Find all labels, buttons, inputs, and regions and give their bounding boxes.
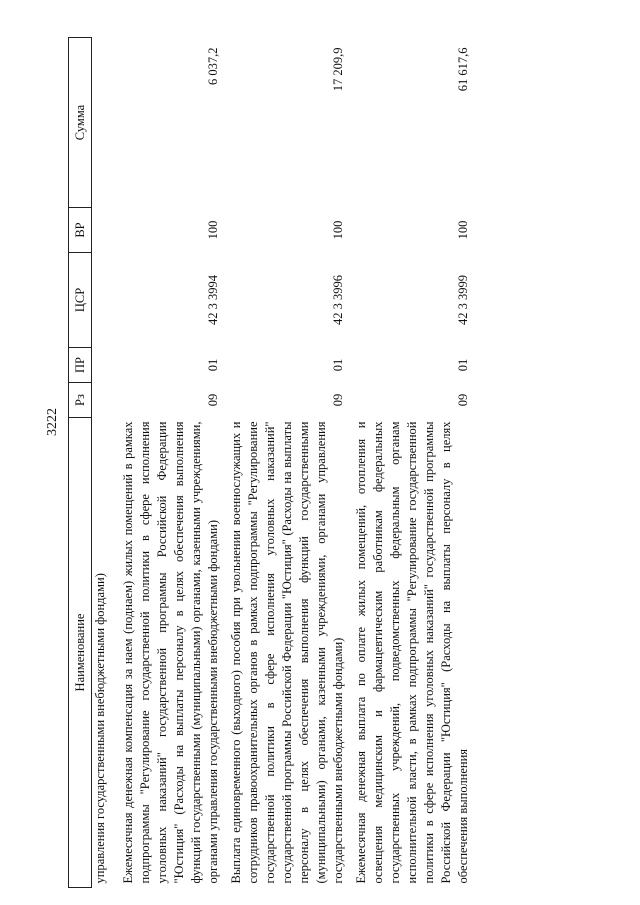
- page-number: 3222: [45, 408, 60, 436]
- row-pr: 01: [456, 358, 470, 372]
- header-pr: ПР: [69, 348, 92, 383]
- row-csr: 42 3 3996: [331, 275, 345, 325]
- table-row: [225, 38, 350, 888]
- table-row: [350, 38, 475, 888]
- header-vr: ВР: [69, 208, 92, 253]
- row-sum: 61 617,6: [456, 47, 470, 92]
- budget-table: [68, 37, 475, 888]
- row-sum: 17 209,9: [331, 47, 345, 92]
- header-name: Наименование: [69, 418, 92, 888]
- header-sum: Сумма: [69, 38, 92, 208]
- table-row-continuation: [92, 38, 118, 888]
- table-header: [69, 38, 92, 888]
- row-csr: 42 3 3994: [206, 275, 220, 325]
- row-rz: 09: [206, 393, 220, 407]
- row-csr: 42 3 3999: [456, 275, 470, 325]
- row-vr: 100: [206, 220, 220, 240]
- row-name: Ежемесячная денежная выплата по оплате жилых помещений, отопления и освещения медицинским и фармацевтическим работникам федеральных государственных учреждений, подведомственных федеральным органам исполнительной власти, в рамках подпрограммы "Регулирование государственной политики в сфере исполнения уголовных наказаний" государственной программы Российской Федерации "Юстиция" (Расходы на выплаты персоналу в целях обеспечения выполнения: [354, 421, 470, 884]
- header-rz: Рз: [69, 383, 92, 418]
- budget-table-sheet: [68, 38, 588, 888]
- row-rz: 09: [456, 393, 470, 407]
- row-name: Выплата единовременного (выходного) пособия при увольнении военнослужащих и сотрудников правоохранительных органов в рамках подпрограммы "Регулирование государственной политики в сфере исполнения уголовных наказаний" государственной программы Российской Федерации "Юстиция" (Расходы на выплаты персоналу в целях обеспечения выполнения функций государственными (муниципальными) органами, казенными учреждениями, органами управления государственными внебюджетными фондами): [229, 421, 345, 884]
- row-vr: 100: [331, 220, 345, 240]
- row-pr: 01: [331, 358, 345, 372]
- header-csr: ЦСР: [69, 253, 92, 348]
- continuation-text: управления государственными внебюджетными фондами): [93, 573, 107, 884]
- row-vr: 100: [456, 220, 470, 240]
- table-row: [117, 38, 225, 888]
- row-pr: 01: [206, 358, 220, 372]
- row-sum: 6 037,2: [206, 47, 220, 85]
- row-rz: 09: [331, 393, 345, 407]
- row-name: Ежемесячная денежная компенсация за наем (поднаем) жилых помещений в рамках подпрограммы "Регулирование государственной политики в сфере исполнения уголовных наказаний" государственной программы Российской Федерации "Юстиция" (Расходы на выплаты персоналу в целях обеспечения выполнения функций государственными (муниципальными) органами, казенными учреждениями, органами управления государственными внебюджетными фондами): [121, 421, 220, 884]
